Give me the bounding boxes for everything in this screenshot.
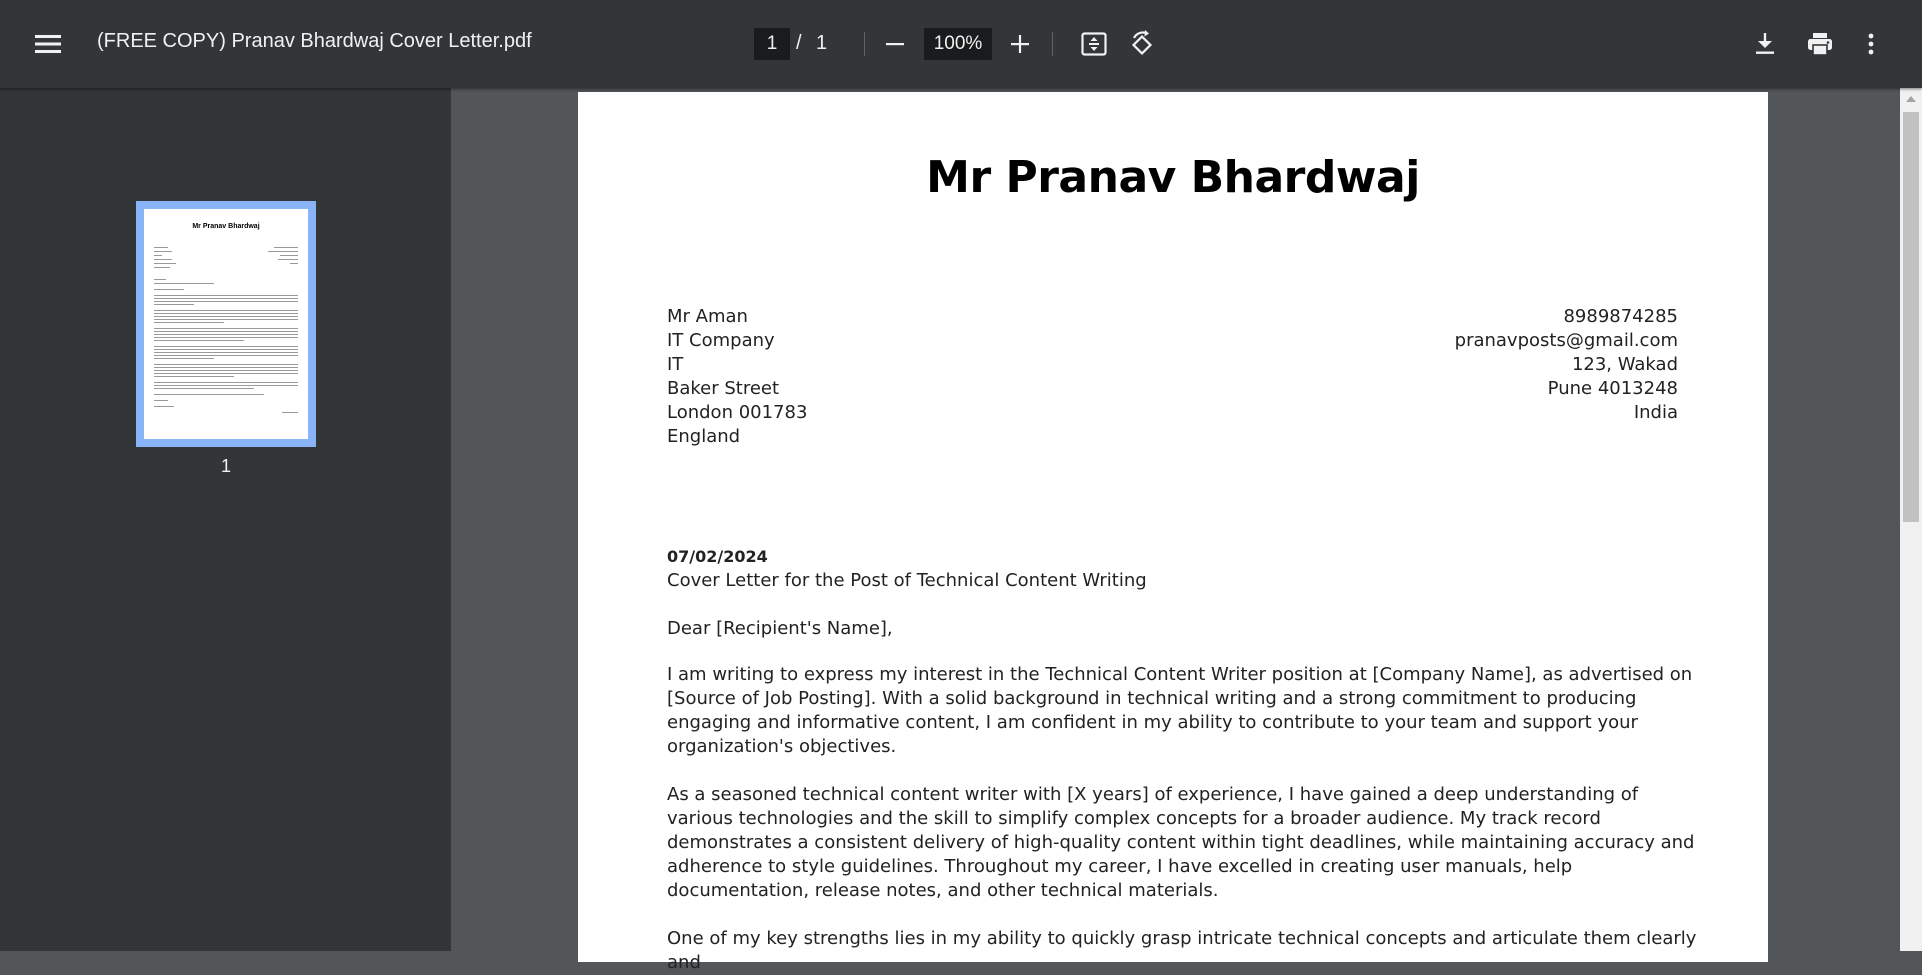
vertical-scrollbar[interactable] <box>1900 88 1922 951</box>
page-number-input[interactable]: 1 <box>754 28 790 60</box>
page-separator: / <box>796 32 802 54</box>
thumbnail-page-number: 1 <box>220 456 231 476</box>
more-options-button[interactable] <box>1851 24 1891 64</box>
page-thumbnail[interactable] <box>136 201 316 447</box>
scroll-up-button[interactable] <box>1900 88 1922 110</box>
toolbar-divider <box>1052 32 1053 56</box>
recipient-line: IT Company <box>667 330 775 351</box>
thumbnail-page-preview <box>144 209 308 439</box>
scrollbar-thumb[interactable] <box>1903 112 1919 522</box>
zoom-out-button[interactable] <box>875 24 915 64</box>
fit-page-icon <box>1081 32 1107 56</box>
recipient-line: England <box>667 426 741 447</box>
letter-paragraph: One of my key strengths lies in my ability to quickly grasp intricate technical concepts and articulate them clearly and <box>667 928 1697 973</box>
toolbar-divider <box>864 32 865 56</box>
sender-line: Pune 4013248 <box>1547 378 1678 399</box>
letter-paragraph: As a seasoned technical content writer with [X years] of experience, I have gained a deep understanding of various technologies and the skill to simplify complex concepts for a broader audience. My track record demonstrates a consistent delivery of high-quality content within tight deadlines, while maintaining accuracy and adherence to style guidelines. Throughout my career, I have excelled in creating user manuals, help documentation, release notes, and other technical materials. <box>667 784 1695 901</box>
sender-line: 8989874285 <box>1563 306 1678 327</box>
sender-address <box>1178 305 1678 425</box>
letter-salutation: Dear [Recipient's Name], <box>667 618 893 639</box>
document-title: Mr Pranav Bhardwaj <box>926 152 1420 203</box>
letter-subject: Cover Letter for the Post of Technical Content Writing <box>667 570 1147 591</box>
zoom-in-icon <box>1010 34 1030 54</box>
menu-button[interactable] <box>24 24 72 64</box>
sender-line: India <box>1633 402 1678 423</box>
recipient-line: London 001783 <box>667 402 808 423</box>
zoom-in-button[interactable] <box>1000 24 1040 64</box>
letter-paragraph: I am writing to express my interest in the Technical Content Writer position at [Company Name], as advertised on [Source of Job Posting]. With a solid background in technical writing and a strong commitment to producing engaging and informative content, I am confident in my ability to contribute to your team and support your organization's objectives. <box>667 664 1693 757</box>
download-button[interactable] <box>1745 24 1785 64</box>
zoom-out-icon <box>885 34 905 54</box>
total-pages: 1 <box>816 32 828 54</box>
thumbnail-sidebar <box>0 88 451 951</box>
thumbnail-title: Mr Pranav Bhardwaj <box>192 223 260 230</box>
file-title: (FREE COPY) Pranav Bhardwaj Cover Letter.pdf <box>97 30 532 52</box>
print-button[interactable] <box>1800 24 1840 64</box>
pdf-toolbar <box>0 0 1922 88</box>
recipient-line: Baker Street <box>667 378 780 399</box>
recipient-line: Mr Aman <box>667 306 748 327</box>
recipient-line: IT <box>667 354 684 375</box>
print-icon <box>1807 32 1833 56</box>
sender-line: pranavposts@gmail.com <box>1454 330 1678 351</box>
rotate-icon <box>1128 30 1156 58</box>
scroll-up-arrow-icon <box>1906 96 1916 102</box>
zoom-input[interactable]: 100% <box>924 28 992 60</box>
recipient-address <box>667 305 807 449</box>
fit-to-page-button[interactable] <box>1074 24 1114 64</box>
sender-line: 123, Wakad <box>1571 354 1678 375</box>
download-icon <box>1755 33 1775 55</box>
letter-date: 07/02/2024 <box>667 547 768 566</box>
more-vert-icon <box>1868 33 1874 55</box>
pdf-page <box>578 92 1768 973</box>
rotate-button[interactable] <box>1122 24 1162 64</box>
menu-icon <box>35 34 61 54</box>
